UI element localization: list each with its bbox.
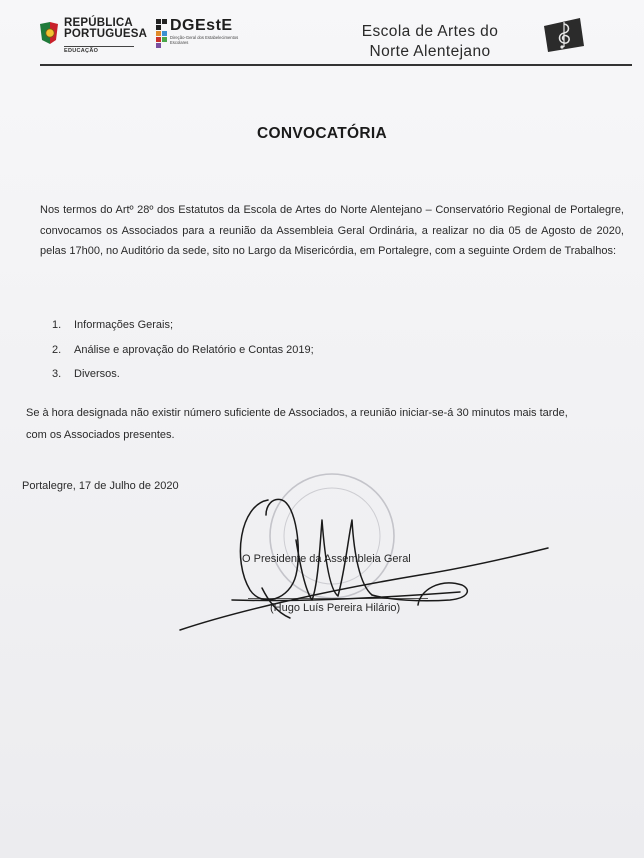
- portuguese-emblem-icon: [38, 20, 60, 46]
- agenda-item-text: Análise e aprovação do Relatório e Contas 2019;: [74, 343, 314, 356]
- republica-portuguesa-wordmark: [64, 18, 147, 40]
- rp-line2: PORTUGUESA: [64, 28, 148, 40]
- closing-line2: com os Associados presentes.: [26, 429, 175, 441]
- dgeste-wordmark: DGEstE: [170, 17, 233, 34]
- agenda-item-number: 1.: [52, 319, 62, 331]
- signature-name: (Hugo Luís Pereira Hilário): [270, 602, 401, 614]
- closing-line1: Se à hora designada não existir número suficiente de Associados, a reunião iniciar-se-á 30 minutos mais tarde,: [26, 407, 568, 419]
- agenda-item: [52, 313, 314, 338]
- signature-role: O Presidente da Assembleia Geral: [242, 553, 411, 565]
- place-and-date: Portalegre, 17 de Julho de 2020: [22, 480, 179, 492]
- agenda-list: [52, 313, 314, 387]
- header-divider: [40, 64, 632, 66]
- document-title: CONVOCATÓRIA: [257, 125, 387, 142]
- school-name: [340, 22, 520, 62]
- school-name-line2: Norte Alentejano: [369, 43, 491, 60]
- rp-subtitle: EDUCAÇÃO: [64, 46, 134, 54]
- treble-clef-logo-icon: [540, 16, 586, 54]
- agenda-item-number: 3.: [52, 368, 62, 380]
- signature-line: [248, 598, 428, 599]
- agenda-item-text: Diversos.: [74, 368, 120, 380]
- agenda-item-text: Informações Gerais;: [74, 319, 174, 331]
- rp-line1: REPÚBLICA: [64, 17, 133, 29]
- agenda-item: [52, 362, 314, 387]
- republica-portuguesa-logo: [38, 18, 158, 58]
- intro-paragraph: Nos termos do Artº 28º dos Estatutos da Escola de Artes do Norte Alentejano – Conservatório Regional de Portalegre, convocamos os Associados para a reunião da Assembleia Geral Ordinária, a realizar no dia 05 de Agosto de 2020, pelas 17h00, no Auditório da sede, sito no Largo da Misericórdia, em Portalegre, com a seguinte Ordem de Trabalhos:: [40, 204, 624, 257]
- dgeste-subtitle: Direção-Geral dos Estabelecimentos Escolares: [170, 35, 239, 45]
- closing-paragraph: [26, 402, 644, 446]
- agenda-item: [52, 338, 314, 363]
- dgeste-logo: [156, 17, 266, 57]
- dgeste-squares-icon: [156, 19, 168, 49]
- school-name-line1: Escola de Artes do: [361, 23, 499, 40]
- agenda-item-number: 2.: [52, 343, 62, 356]
